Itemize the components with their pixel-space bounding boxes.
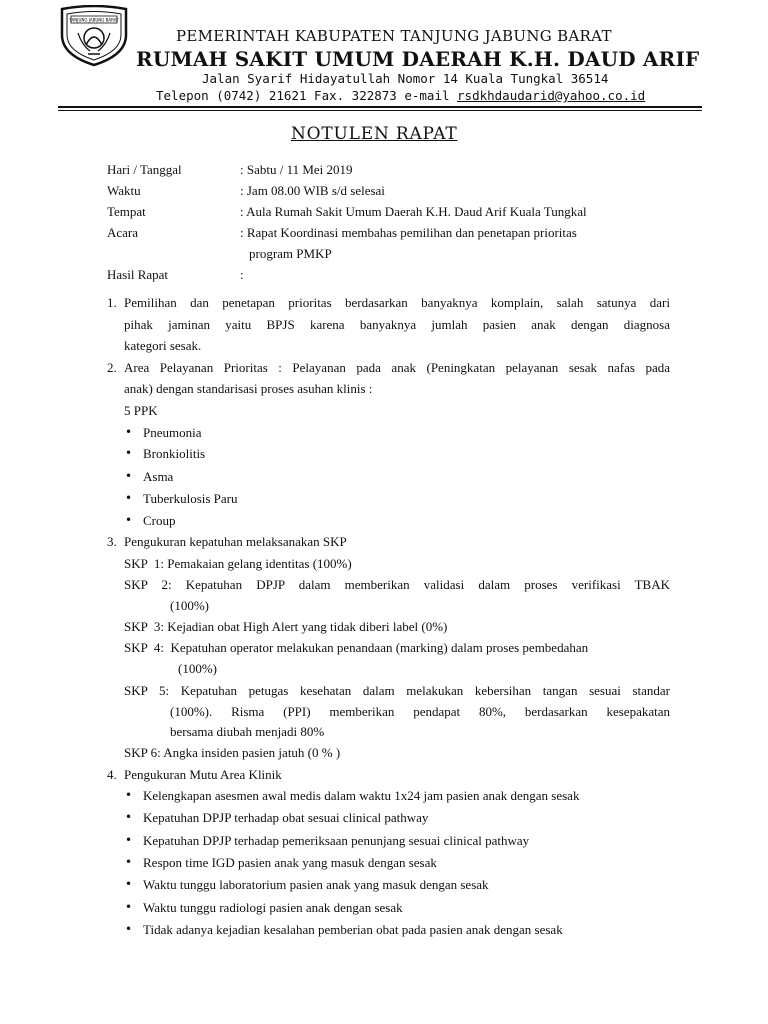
skp-1: SKP 1: Pemakaian gelang identitas (100%) (124, 556, 352, 571)
letterhead-address: Jalan Syarif Hidayatullah Nomor 14 Kuala Tungkal 36514 (202, 71, 609, 86)
bullet-icon: • (125, 810, 133, 824)
item-1-line-1: Pemilihan dan penetapan prioritas berdasarkan banyaknya komplain, salah satunya dari (124, 295, 670, 310)
email-link[interactable]: rsdkhdaudarid@yahoo.co.id (457, 88, 646, 103)
bullet-icon: • (125, 469, 133, 483)
waktu-value: : Jam 08.00 WIB s/d selesai (240, 183, 385, 198)
ppk-item: Pneumonia (143, 425, 202, 440)
item-4-number: 4. (107, 767, 117, 782)
skp-4: SKP 4: Kepatuhan operator melakukan penandaan (marking) dalam proses pembedahan (124, 640, 589, 655)
item-4-title: Pengukuran Mutu Area Klinik (124, 767, 282, 782)
skp-5: SKP 5: Kepatuhan petugas kesehatan dalam melakukan kebersihan tangan sesuai standar (124, 683, 670, 698)
bullet-icon: • (125, 446, 133, 460)
tempat-label: Tempat (107, 204, 146, 219)
ppk-heading: 5 PPK (124, 403, 158, 418)
acara-label: Acara (107, 225, 139, 240)
indicator-item: Kepatuhan DPJP terhadap obat sesuai clinical pathway (143, 810, 429, 825)
bullet-icon: • (125, 900, 133, 914)
hasil-label: Hasil Rapat (107, 267, 169, 282)
ppk-item: Croup (143, 513, 176, 528)
bullet-icon: • (125, 425, 133, 439)
ppk-item: Bronkiolitis (143, 446, 206, 461)
item-1-line-3: kategori sesak. (124, 338, 202, 353)
indicator-item: Kepatuhan DPJP terhadap pemeriksaan penunjang sesuai clinical pathway (143, 833, 530, 848)
item-1-line-2: pihak jaminan yaitu BPJS karena banyaknya jumlah pasien anak dengan diagnosa (124, 317, 670, 332)
bullet-icon: • (125, 877, 133, 891)
bullet-icon: • (125, 922, 133, 936)
skp-3: SKP 3: Kejadian obat High Alert yang tidak diberi label (0%) (124, 619, 448, 634)
bullet-icon: • (125, 833, 133, 847)
letterhead-hospital-name: RUMAH SAKIT UMUM DAERAH K.H. DAUD ARIF (136, 47, 700, 71)
letterhead-contact (156, 88, 645, 103)
indicator-item: Waktu tunggu laboratorium pasien anak yang masuk dengan sesak (143, 877, 489, 892)
skp-5-cont-1: (100%). Risma (PPI) memberikan pendapat 80%, berdasarkan kesepakatan (170, 704, 670, 719)
regency-logo (58, 5, 130, 67)
bullet-icon: • (125, 855, 133, 869)
bullet-icon: • (125, 491, 133, 505)
acara-value: : Rapat Koordinasi membahas pemilihan dan penetapan prioritas (240, 225, 577, 240)
item-2-number: 2. (107, 360, 117, 375)
indicator-item: Kelengkapan asesmen awal medis dalam waktu 1x24 jam pasien anak dengan sesak (143, 788, 580, 803)
hari-value: : Sabtu / 11 Mei 2019 (240, 162, 353, 177)
waktu-label: Waktu (107, 183, 141, 198)
contact-text: Telepon (0742) 21621 Fax. 322873 e-mail (156, 88, 458, 103)
ppk-item: Tuberkulosis Paru (143, 491, 238, 506)
hari-label: Hari / Tanggal (107, 162, 182, 177)
document-title: NOTULEN RAPAT (291, 124, 458, 144)
skp-2-cont: (100%) (170, 598, 209, 613)
letterhead-rule-thick (58, 106, 702, 108)
skp-4-cont: (100%) (178, 661, 217, 676)
acara-value-cont: program PMKP (249, 246, 332, 261)
indicator-item: Tidak adanya kejadian kesalahan pemberian obat pada pasien anak dengan sesak (143, 922, 563, 937)
indicator-item: Waktu tunggu radiologi pasien anak dengan sesak (143, 900, 403, 915)
bullet-icon: • (125, 513, 133, 527)
skp-2: SKP 2: Kepatuhan DPJP dalam memberikan validasi dalam proses verifikasi TBAK (124, 577, 670, 592)
skp-5-cont-2: bersama diubah menjadi 80% (170, 724, 325, 739)
letterhead-government: PEMERINTAH KABUPATEN TANJUNG JABUNG BARAT (176, 27, 612, 45)
hasil-value: : (240, 267, 244, 282)
letterhead-rule-thin (58, 110, 702, 111)
indicator-item: Respon time IGD pasien anak yang masuk dengan sesak (143, 855, 437, 870)
item-2-line-1: Area Pelayanan Prioritas : Pelayanan pada anak (Peningkatan pelayanan sesak nafas pada (124, 360, 670, 375)
item-3-title: Pengukuran kepatuhan melaksanakan SKP (124, 534, 347, 549)
bullet-icon: • (125, 788, 133, 802)
ppk-item: Asma (143, 469, 174, 484)
tempat-value: : Aula Rumah Sakit Umum Daerah K.H. Daud Arif Kuala Tungkal (240, 204, 587, 219)
item-1-number: 1. (107, 295, 117, 310)
svg-text:TANJUNG JABUNG BARAT: TANJUNG JABUNG BARAT (69, 17, 119, 23)
skp-6: SKP 6: Angka insiden pasien jatuh (0 % ) (124, 745, 341, 760)
item-3-number: 3. (107, 534, 117, 549)
item-2-line-2: anak) dengan standarisasi proses asuhan klinis : (124, 381, 373, 396)
